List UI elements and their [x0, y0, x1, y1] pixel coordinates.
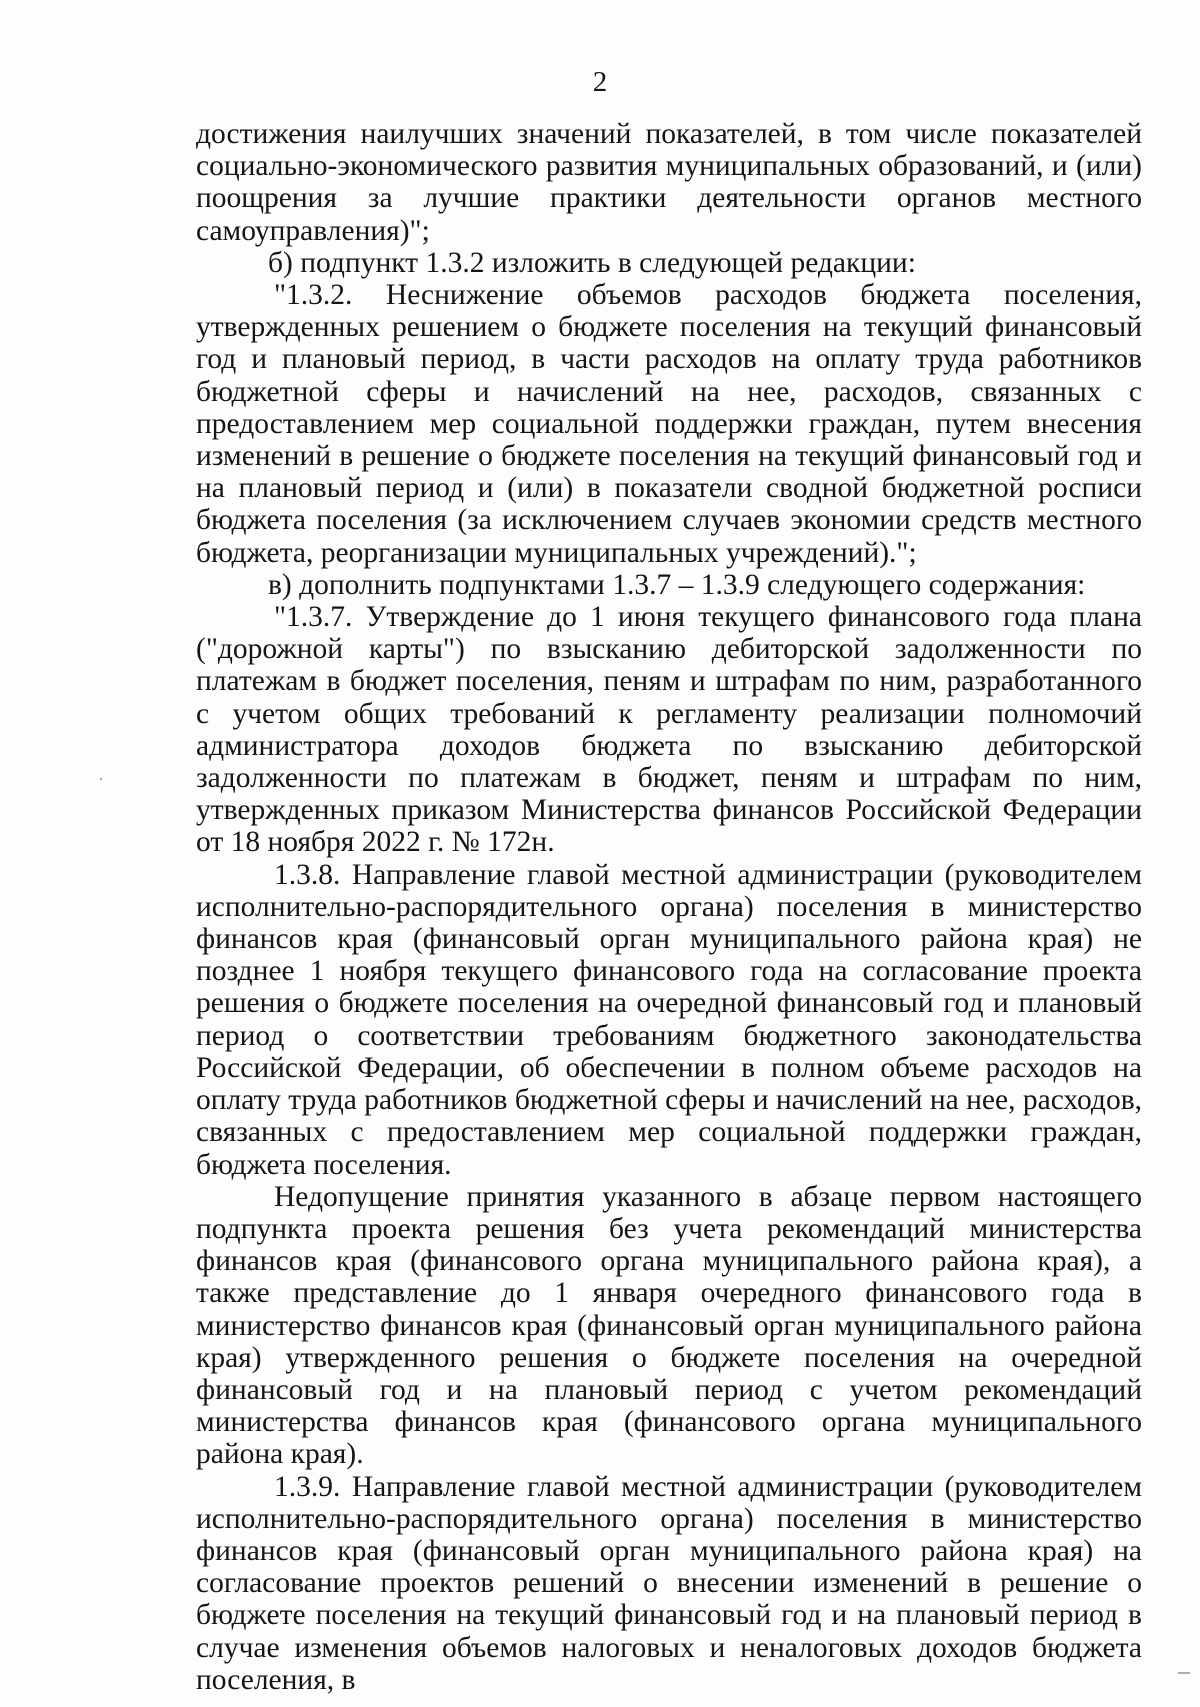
- paragraph-clause-1-3-7: "1.3.7. Утверждение до 1 июня текущего финансового года плана ("дорожной карты") по взысканию дебиторской задолженности по платежам в бюджет поселения, пеням и штрафам по ним, разработанного с учетом общих требований к регламенту реализации полномочий администратора доходов бюджета по взысканию дебиторской задолженности по платежам в бюджет, пеням и штрафам по ним, утвержденных приказом Министерства финансов Российской Федерации от 18 ноября 2022 г. № 172н.: [196, 601, 1142, 859]
- paragraph-clause-1-3-2: "1.3.2. Неснижение объемов расходов бюджета поселения, утвержденных решением о бюджете поселения на текущий финансовый год и плановый период, в части расходов на оплату труда работников бюджетной сферы и начислений на нее, расходов, связанных с предоставлением мер социальной поддержки граждан, путем внесения изменений в решение о бюджете поселения на текущий финансовый год и на плановый период и (или) в показатели сводной бюджетной росписи бюджета поселения (за исключением случаев экономии средств местного бюджета, реорганизации муниципальных учреждений).";: [196, 279, 1142, 569]
- paragraph-subitem-v: в) дополнить подпунктами 1.3.7 – 1.3.9 следующего содержания:: [268, 568, 1086, 601]
- scan-edge-mark: [1178, 1672, 1190, 1674]
- scan-speck: [100, 778, 102, 780]
- page-number: 2: [592, 66, 608, 98]
- document-body: [196, 118, 1142, 1696]
- paragraph-subitem-b: б) подпункт 1.3.2 изложить в следующей редакции:: [268, 246, 916, 279]
- paragraph-clause-1-3-8: 1.3.8. Направление главой местной администрации (руководителем исполнительно-распорядительного органа) поселения в министерство финансов края (финансовый орган муниципального района края) не позднее 1 ноября текущего финансового года на согласование проекта решения о бюджете поселения на очередной финансовый год и плановый период о соответствии требованиям бюджетного законодательства Российской Федерации, об обеспечении в полном объеме расходов на оплату труда работников бюджетной сферы и начислений на нее, расходов, связанных с предоставлением мер социальной поддержки граждан, бюджета поселения.: [196, 858, 1142, 1181]
- paragraph-clause-1-3-8-continuation: Недопущение принятия указанного в абзаце первом настоящего подпункта проекта решения без учета рекомендаций министерства финансов края (финансового органа муниципального района края), а также представление до 1 января очередного финансового года в министерство финансов края (финансовый орган муниципального района края) утвержденного решения о бюджете поселения на очередной финансовый год и на плановый период с учетом рекомендаций министерства финансов края (финансового органа муниципального района края).: [196, 1180, 1142, 1471]
- paragraph-clause-1-3-9: 1.3.9. Направление главой местной администрации (руководителем исполнительно-распорядительного органа) поселения в министерство финансов края (финансовый орган муниципального района края) на согласование проектов решений о внесении изменений в решение о бюджете поселения на текущий финансовый год и на плановый период в случае изменения объемов налоговых и неналоговых доходов бюджета поселения, в: [196, 1470, 1142, 1696]
- paragraph-continuation: достижения наилучших значений показателей, в том числе показателей социально-экономического развития муниципальных образований, и (или) поощрения за лучшие практики деятельности органов местного самоуправления)";: [196, 118, 1142, 247]
